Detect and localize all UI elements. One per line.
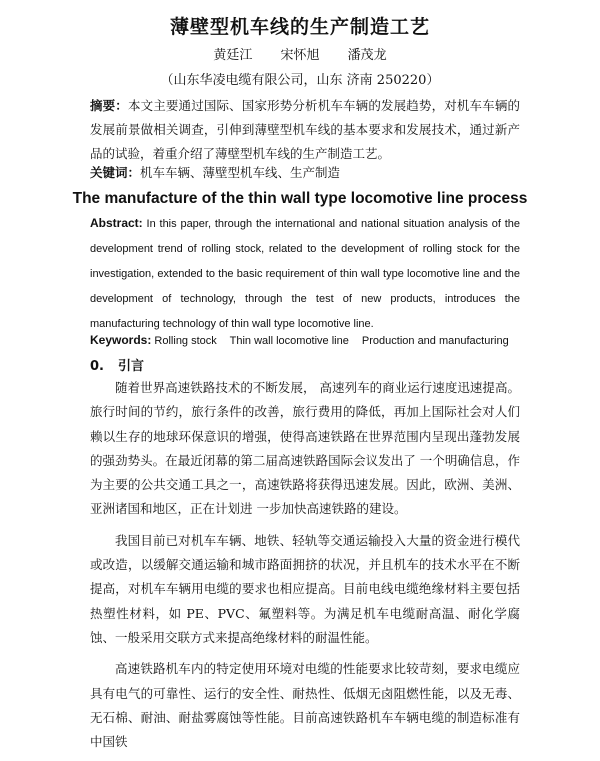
english-abstract	[90, 211, 520, 337]
english-abstract-label: Abstract:	[90, 216, 143, 230]
chinese-keywords-label: 关键词：	[90, 165, 141, 180]
section-number: 0.	[90, 359, 104, 374]
english-title: The manufacture of the thin wall type locomotive line process	[72, 190, 528, 207]
chinese-abstract	[90, 94, 520, 166]
body-text	[90, 376, 520, 761]
author-name: 黄廷江	[213, 48, 253, 63]
english-keywords-label: Keywords:	[90, 333, 152, 347]
chinese-abstract-label: 摘要：	[90, 98, 128, 113]
body-paragraph: 高速铁路机车内的特定使用环境对电缆的性能要求比较苛刻，要求电缆应具有电气的可靠性、运行的安全性、耐热性、低烟无卤阻燃性能，以及无毒、无石棉、耐油、耐盐雾腐蚀等性能。目前高速铁路机车车辆电缆的制造标准有中国铁	[90, 661, 520, 750]
english-keyword: Production and manufacturing	[361, 335, 509, 347]
section-heading	[90, 355, 158, 374]
chinese-abstract-text: 本文主要通过国际、国家形势分析机车车辆的发展趋势，对机车车辆的发展前景做相关调查，引伸到薄壁型机车线的基本要求和发展技术，通过新产品的试验，着重介绍了薄壁型机车线的生产制造工艺。	[90, 98, 520, 161]
affiliation: （山东华凌电缆有限公司，山东 济南 250220）	[160, 73, 440, 88]
author-name: 潘茂龙	[347, 48, 387, 63]
section-title: 引言	[117, 359, 144, 374]
english-abstract-text: In this paper, through the international and national situation analysis of the development trend of rolling stock, related to the development of rolling stock for the investigation, extended to the basic requirement of thin wall type locomotive line and the development of technology, through the test of new products, introduces the manufacturing technology of thin wall type locomotive line.	[90, 218, 520, 330]
chinese-keywords-text: 机车车辆、薄壁型机车线、生产制造	[140, 165, 341, 180]
body-paragraph: 随着世界高速铁路技术的不断发展， 高速列车的商业运行速度迅速提高。旅行时间的节约，旅行条件的改善，旅行费用的降低，再加上国际社会对人们赖以生存的地球环保意识的增强，使得高速铁路在世界范围内呈现出蓬勃发展的强劲势头。在最近闭幕的第二届高速铁路国际会议发出了 一个明确信息，作为主要的公共交通工具之一，高速铁路将获得迅速发展。因此，欧洲、美洲、亚洲诸国和地区，正在计划进 一步加快高速铁路的建设。	[90, 380, 520, 517]
english-keywords	[90, 333, 520, 347]
english-keyword: Rolling stock	[154, 335, 217, 347]
english-keyword: Thin wall locomotive line	[229, 335, 349, 347]
chinese-keywords	[90, 163, 520, 181]
paper-title: 薄壁型机车线的生产制造工艺	[169, 16, 430, 38]
author-name: 宋怀旭	[280, 48, 320, 63]
author-list	[0, 44, 600, 63]
body-paragraph: 我国目前已对机车车辆、地铁、轻轨等交通运输投入大量的资金进行模代或改造，以缓解交通运输和城市路面拥挤的状况，并且机车的技术水平在不断提高，对机车车辆用电缆的要求也相应提高。目前电线电缆绝缘材料主要包括热塑性材料，如 PE、PVC、氟塑料等。为满足机车电缆耐高温、耐化学腐蚀、一般采用交联方式来提高绝缘材料的耐温性能。	[90, 532, 520, 645]
